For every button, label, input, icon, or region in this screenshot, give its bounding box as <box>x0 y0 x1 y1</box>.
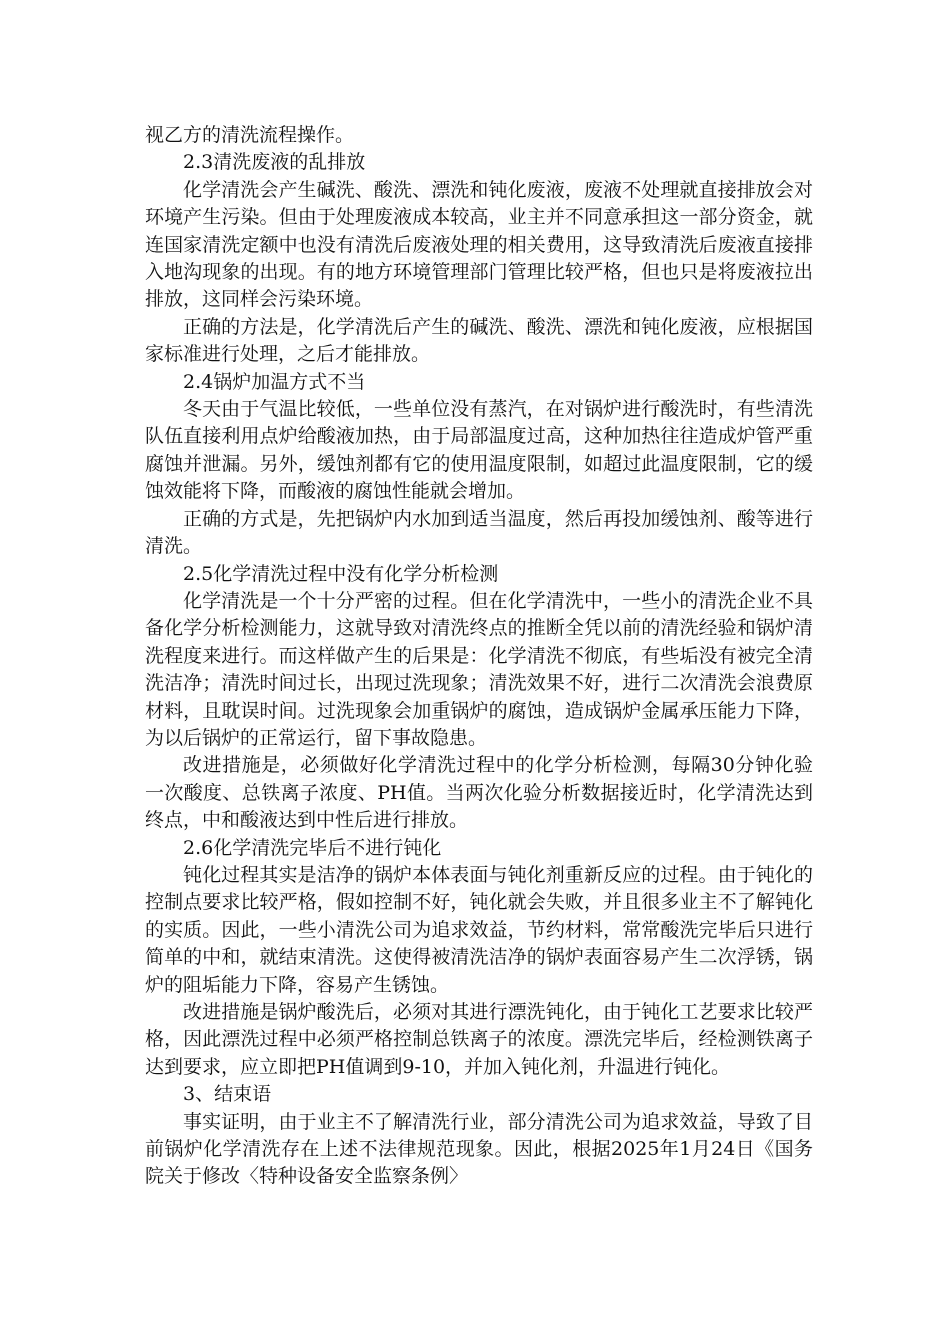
body-paragraph: 化学清洗是一个十分严密的过程。但在化学清洗中，一些小的清洗企业不具备化学分析检测能力，这就导致对清洗终点的推断全凭以前的清洗经验和锅炉清洗程度来进行。而这样做产生的后果是：化学清洗不彻底，有些垢没有被完全清洗洁净；清洗时间过长，出现过洗现象；清洗效果不好，进行二次清洗会浪费原材料，且耽误时间。过洗现象会加重锅炉的腐蚀，造成锅炉金属承压能力下降，为以后锅炉的正常运行，留下事故隐患。 <box>145 589 813 749</box>
body-paragraph: 冬天由于气温比较低，一些单位没有蒸汽，在对锅炉进行酸洗时，有些清洗队伍直接利用点炉给酸液加热，由于局部温度过高，这种加热往往造成炉管严重腐蚀并泄漏。另外，缓蚀剂都有它的使用温度限制，如超过此温度限制，它的缓蚀效能将下降，而酸液的腐蚀性能就会增加。 <box>145 398 813 503</box>
body-paragraph: 改进措施是锅炉酸洗后，必须对其进行漂洗钝化，由于钝化工艺要求比较严格，因此漂洗过程中必须严格控制总铁离子的浓度。漂洗完毕后，经检测铁离子达到要求，应立即把PH值调到9-10，并加入钝化剂，升温进行钝化。 <box>145 1001 813 1078</box>
section-heading-2-6: 2.6化学清洗完毕后不进行钝化 <box>183 836 442 859</box>
section-heading-2-5: 2.5化学清洗过程中没有化学分析检测 <box>183 562 499 585</box>
body-paragraph: 化学清洗会产生碱洗、酸洗、漂洗和钝化废液，废液不处理就直接排放会对环境产生污染。但由于处理废液成本较高，业主并不同意承担这一部分资金，就连国家清洗定额中也没有清洗后废液处理的相关费用，这导致清洗后废液直接排入地沟现象的出现。有的地方环境管理部门管理比较严格，但也只是将废液拉出排放，这同样会污染环境。 <box>145 178 813 311</box>
body-paragraph: 视乙方的清洗流程操作。 <box>145 124 355 146</box>
section-heading-2-3: 2.3清洗废液的乱排放 <box>183 151 366 174</box>
body-paragraph: 事实证明，由于业主不了解清洗行业，部分清洗公司为追求效益，导致了目前锅炉化学清洗存在上述不法律规范现象。因此，根据2025年1月24日《国务院关于修改〈特种设备安全监察条例〉 <box>145 1110 813 1188</box>
body-paragraph: 钝化过程其实是洁净的锅炉本体表面与钝化剂重新反应的过程。由于钝化的控制点要求比较严格，假如控制不好，钝化就会失败，并且很多业主不了解钝化的实质。因此，一些小清洗公司为追求效益，节约材料，常常酸洗完毕后只进行简单的中和，就结束清洗。这使得被清洗洁净的锅炉表面容易产生二次浮锈，锅炉的阻垢能力下降，容易产生锈蚀。 <box>145 863 813 996</box>
section-heading-2-4: 2.4锅炉加温方式不当 <box>183 370 366 393</box>
body-paragraph: 正确的方式是，先把锅炉内水加到适当温度，然后再投加缓蚀剂、酸等进行清洗。 <box>145 507 813 558</box>
body-paragraph: 正确的方法是，化学清洗后产生的碱洗、酸洗、漂洗和钝化废液，应根据国家标准进行处理，之后才能排放。 <box>145 315 813 366</box>
document-body <box>145 122 813 1191</box>
section-heading-3: 3、结束语 <box>183 1083 272 1106</box>
body-paragraph: 改进措施是，必须做好化学清洗过程中的化学分析检测，每隔30分钟化验一次酸度、总铁离子浓度、PH值。当两次化验分析数据接近时，化学清洗达到终点，中和酸液达到中性后进行排放。 <box>145 754 813 832</box>
